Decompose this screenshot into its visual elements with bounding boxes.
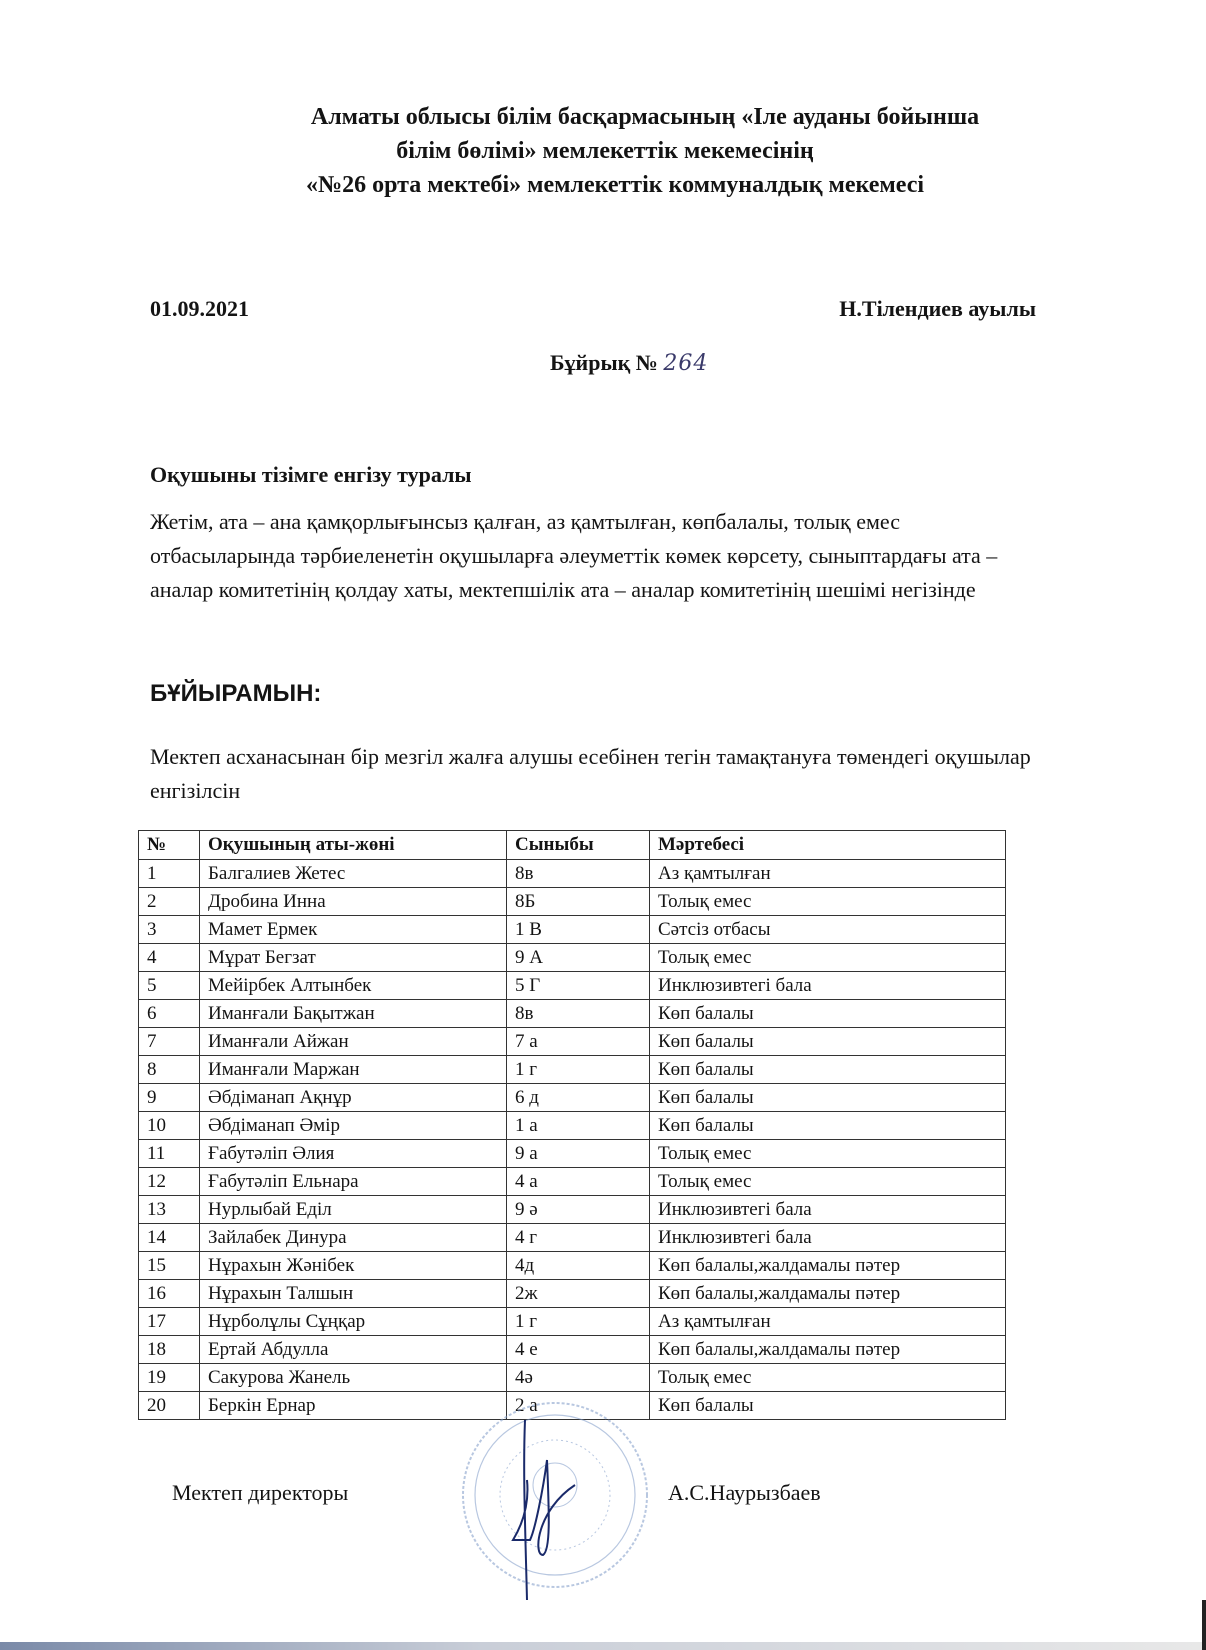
table-row xyxy=(139,1196,1006,1224)
header-line-2: білім бөлімі» мемлекеттік мекемесінің xyxy=(396,138,814,164)
header-number: № xyxy=(139,831,200,860)
cell-class: 4 е xyxy=(507,1336,650,1364)
order-intro: Мектеп асханасынан бір мезгіл жалға алушы есебінен тегін тамақтануға төмендегі оқушылар енгізілсін xyxy=(150,744,1031,803)
cell-name: Балгалиев Жетес xyxy=(200,860,507,888)
cell-name: Иманғали Айжан xyxy=(200,1028,507,1056)
table-row xyxy=(139,888,1006,916)
cell-status: Сәтсіз отбасы xyxy=(650,916,1006,944)
table-row xyxy=(139,1056,1006,1084)
order-subject: Оқушыны тізімге енгізу туралы xyxy=(150,462,472,487)
official-stamp xyxy=(425,1400,685,1600)
cell-class: 1 В xyxy=(507,916,650,944)
cell-name: Ғабутәліп Әлия xyxy=(200,1140,507,1168)
cell-class: 9 ә xyxy=(507,1196,650,1224)
cell-status: Көп балалы xyxy=(650,1112,1006,1140)
table-row xyxy=(139,972,1006,1000)
cell-number: 1 xyxy=(139,860,200,888)
cell-status: Толық емес xyxy=(650,888,1006,916)
cell-name: Нұрболұлы Сұңқар xyxy=(200,1308,507,1336)
signatory-role: Мектеп директоры xyxy=(172,1480,349,1505)
signatory-name: А.С.Наурызбаев xyxy=(668,1480,821,1505)
cell-status: Толық емес xyxy=(650,1364,1006,1392)
table-row xyxy=(139,1308,1006,1336)
document-place: Н.Тілендиев ауылы xyxy=(839,296,1036,321)
cell-status: Көп балалы xyxy=(650,1000,1006,1028)
table-row xyxy=(139,1168,1006,1196)
cell-class: 2 а xyxy=(507,1392,650,1420)
stamp-seal-icon xyxy=(463,1403,647,1587)
cell-status: Көп балалы,жалдамалы пәтер xyxy=(650,1336,1006,1364)
cell-number: 5 xyxy=(139,972,200,1000)
cell-status: Көп балалы xyxy=(650,1392,1006,1420)
cell-class: 1 г xyxy=(507,1056,650,1084)
students-table xyxy=(138,830,1006,1420)
table-body xyxy=(139,860,1006,1420)
cell-name: Әбдіманап Әмір xyxy=(200,1112,507,1140)
header-status: Мәртебесі xyxy=(650,831,1006,860)
cell-class: 8в xyxy=(507,860,650,888)
scan-edge xyxy=(0,1642,1206,1650)
cell-class: 4 г xyxy=(507,1224,650,1252)
cell-status: Толық емес xyxy=(650,1140,1006,1168)
cell-status: Аз қамтылған xyxy=(650,860,1006,888)
cell-name: Иманғали Бақытжан xyxy=(200,1000,507,1028)
cell-number: 15 xyxy=(139,1252,200,1280)
cell-class: 9 а xyxy=(507,1140,650,1168)
cell-status: Көп балалы xyxy=(650,1056,1006,1084)
scan-edge-right xyxy=(1202,1600,1206,1650)
cell-number: 13 xyxy=(139,1196,200,1224)
cell-status: Аз қамтылған xyxy=(650,1308,1006,1336)
order-preamble: Жетім, ата – ана қамқорлығынсыз қалған, аз қамтылған, көпбалалы, толық емес отбасыларында тәрбиеленетін оқушыларға әлеуметтік көмек көрсету, сыныптардағы ата – аналар комитетінің қолдау хаты, мектепшілік ата – аналар комитетінің шешімі негізінде xyxy=(150,509,998,602)
table-header-row xyxy=(139,831,1006,860)
cell-number: 9 xyxy=(139,1084,200,1112)
cell-class: 4 а xyxy=(507,1168,650,1196)
cell-name: Әбдіманап Ақнұр xyxy=(200,1084,507,1112)
cell-name: Нұрахын Жәнібек xyxy=(200,1252,507,1280)
table-row xyxy=(139,916,1006,944)
cell-name: Ғабутәліп Ельнара xyxy=(200,1168,507,1196)
cell-status: Толық емес xyxy=(650,1168,1006,1196)
cell-name: Сакурова Жанель xyxy=(200,1364,507,1392)
order-number: 264 xyxy=(663,351,709,376)
cell-class: 1 а xyxy=(507,1112,650,1140)
cell-number: 7 xyxy=(139,1028,200,1056)
cell-name: Мейірбек Алтынбек xyxy=(200,972,507,1000)
cell-class: 8в xyxy=(507,1000,650,1028)
cell-number: 4 xyxy=(139,944,200,972)
order-label: Бұйрық № xyxy=(550,350,658,375)
header-class: Сыныбы xyxy=(507,831,650,860)
cell-number: 8 xyxy=(139,1056,200,1084)
table-row xyxy=(139,1224,1006,1252)
cell-number: 20 xyxy=(139,1392,200,1420)
cell-status: Инклюзивтегі бала xyxy=(650,1224,1006,1252)
cell-class: 2ж xyxy=(507,1280,650,1308)
header-line-1: Алматы облысы білім басқармасының «Іле ауданы бойынша xyxy=(310,104,980,130)
order-title xyxy=(550,350,708,376)
cell-status: Көп балалы,жалдамалы пәтер xyxy=(650,1280,1006,1308)
cell-number: 19 xyxy=(139,1364,200,1392)
cell-number: 3 xyxy=(139,916,200,944)
cell-status: Толық емес xyxy=(650,944,1006,972)
cell-class: 4д xyxy=(507,1252,650,1280)
cell-class: 9 А xyxy=(507,944,650,972)
cell-name: Нурлыбай Еділ xyxy=(200,1196,507,1224)
cell-class: 8Б xyxy=(507,888,650,916)
cell-class: 6 д xyxy=(507,1084,650,1112)
cell-status: Көп балалы xyxy=(650,1084,1006,1112)
table-row xyxy=(139,1028,1006,1056)
table-row xyxy=(139,860,1006,888)
cell-status: Көп балалы,жалдамалы пәтер xyxy=(650,1252,1006,1280)
cell-class: 1 г xyxy=(507,1308,650,1336)
cell-name: Иманғали Маржан xyxy=(200,1056,507,1084)
cell-status: Инклюзивтегі бала xyxy=(650,1196,1006,1224)
cell-name: Мамет Ермек xyxy=(200,916,507,944)
table-row xyxy=(139,1280,1006,1308)
cell-number: 10 xyxy=(139,1112,200,1140)
cell-number: 6 xyxy=(139,1000,200,1028)
cell-name: Дробина Инна xyxy=(200,888,507,916)
table-row xyxy=(139,944,1006,972)
header-name: Оқушының аты-жөні xyxy=(200,831,507,860)
table-row xyxy=(139,1364,1006,1392)
order-command: БҰЙЫРАМЫН: xyxy=(150,680,322,707)
table-row xyxy=(139,1252,1006,1280)
table-row xyxy=(139,1336,1006,1364)
document-date: 01.09.2021 xyxy=(150,296,249,321)
cell-name: Зайлабек Динура xyxy=(200,1224,507,1252)
cell-class: 4ә xyxy=(507,1364,650,1392)
cell-number: 12 xyxy=(139,1168,200,1196)
header-line-3: «№26 орта мектебі» мемлекеттік коммуналдық мекемесі xyxy=(305,172,925,198)
cell-name: Нұрахын Талшын xyxy=(200,1280,507,1308)
cell-name: Ертай Абдулла xyxy=(200,1336,507,1364)
cell-number: 14 xyxy=(139,1224,200,1252)
institution-header xyxy=(150,100,1060,202)
cell-status: Көп балалы xyxy=(650,1028,1006,1056)
cell-number: 11 xyxy=(139,1140,200,1168)
cell-status: Инклюзивтегі бала xyxy=(650,972,1006,1000)
cell-name: Мұрат Бегзат xyxy=(200,944,507,972)
cell-name: Беркін Ернар xyxy=(200,1392,507,1420)
table-row xyxy=(139,1000,1006,1028)
cell-number: 16 xyxy=(139,1280,200,1308)
cell-number: 18 xyxy=(139,1336,200,1364)
cell-class: 7 а xyxy=(507,1028,650,1056)
table-row xyxy=(139,1112,1006,1140)
signature-stroke-icon xyxy=(513,1420,575,1600)
table-row xyxy=(139,1084,1006,1112)
cell-class: 5 Г xyxy=(507,972,650,1000)
table-row xyxy=(139,1140,1006,1168)
cell-number: 17 xyxy=(139,1308,200,1336)
cell-number: 2 xyxy=(139,888,200,916)
